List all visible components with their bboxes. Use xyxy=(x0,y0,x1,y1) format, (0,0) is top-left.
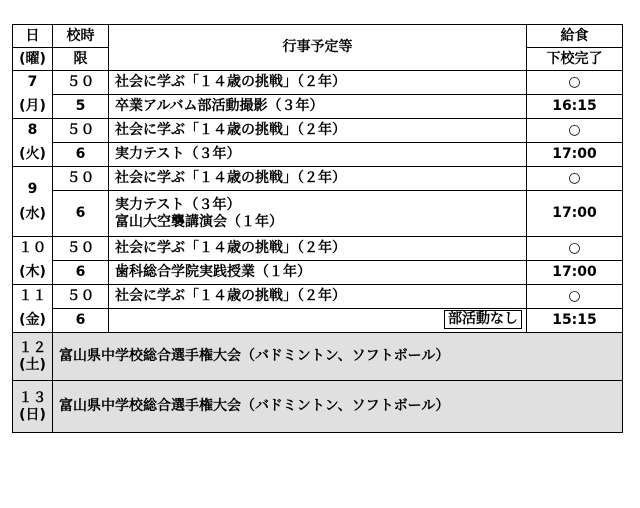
header-row-1 xyxy=(13,25,623,48)
lunch-cell: ○ xyxy=(527,237,623,261)
event-cell: 社会に学ぶ「１４歳の挑戦」（２年） xyxy=(109,71,527,95)
event-cell: 卒業アルバム部活動撮影（３年） xyxy=(109,95,527,119)
event-cell: 社会に学ぶ「１４歳の挑戦」（２年） xyxy=(109,285,527,309)
header-weekday: (曜) xyxy=(13,48,53,71)
period-cell: 5 xyxy=(53,95,109,119)
table-row xyxy=(13,191,623,237)
day-number: １２ xyxy=(18,339,47,356)
day-weekday: (木) xyxy=(13,261,53,285)
day-cell xyxy=(13,381,53,433)
day-weekday: (月) xyxy=(13,95,53,119)
day-number: １０ xyxy=(13,237,53,261)
period-cell: 6 xyxy=(53,261,109,285)
event-line-2: 富山大空襲講演会（１年） xyxy=(115,213,283,230)
period-cell: 6 xyxy=(53,191,109,237)
day-number: 8 xyxy=(13,119,53,143)
table-row xyxy=(13,285,623,309)
dismiss-time-cell: 17:00 xyxy=(527,191,623,237)
table-row xyxy=(13,237,623,261)
event-cell xyxy=(109,309,527,333)
lunch-cell: ○ xyxy=(527,167,623,191)
day-cell xyxy=(13,333,53,381)
dismiss-time-cell: 16:15 xyxy=(527,95,623,119)
day-cell xyxy=(13,167,53,237)
no-club-badge: 部活動なし xyxy=(444,310,522,329)
table-row-weekend xyxy=(13,333,623,381)
period-cell: ５０ xyxy=(53,167,109,191)
event-cell: 社会に学ぶ「１４歳の挑戦」（２年） xyxy=(109,237,527,261)
event-cell: 富山県中学校総合選手権大会（バドミントン、ソフトボール） xyxy=(53,333,623,381)
event-cell: 社会に学ぶ「１４歳の挑戦」（２年） xyxy=(109,167,527,191)
table-row xyxy=(13,95,623,119)
day-weekday: (日) xyxy=(19,406,46,423)
day-number: １３ xyxy=(18,389,47,406)
day-weekday: (金) xyxy=(13,309,53,333)
period-cell: ５０ xyxy=(53,119,109,143)
table-row xyxy=(13,167,623,191)
event-cell: 社会に学ぶ「１４歳の挑戦」（２年） xyxy=(109,119,527,143)
event-cell: 富山県中学校総合選手権大会（バドミントン、ソフトボール） xyxy=(53,381,623,433)
period-cell: ５０ xyxy=(53,285,109,309)
dismiss-time-cell: 15:15 xyxy=(527,309,623,333)
table-row xyxy=(13,143,623,167)
dismiss-time-cell: 17:00 xyxy=(527,143,623,167)
day-number: 7 xyxy=(13,71,53,95)
table-row-weekend xyxy=(13,381,623,433)
event-cell xyxy=(109,191,527,237)
event-line-1: 実力テスト（３年） xyxy=(115,196,241,213)
period-cell: ５０ xyxy=(53,237,109,261)
lunch-cell: ○ xyxy=(527,285,623,309)
header-lunch: 給食 xyxy=(527,25,623,48)
table-row xyxy=(13,71,623,95)
period-cell: 6 xyxy=(53,309,109,333)
header-period: 校時 xyxy=(53,25,109,48)
lunch-cell: ○ xyxy=(527,71,623,95)
table-row xyxy=(13,309,623,333)
event-cell: 実力テスト（３年） xyxy=(109,143,527,167)
period-cell: ５０ xyxy=(53,71,109,95)
header-day: 日 xyxy=(13,25,53,48)
table-row xyxy=(13,261,623,285)
header-dismiss: 下校完了 xyxy=(527,48,623,71)
header-events: 行事予定等 xyxy=(109,25,527,71)
table-row xyxy=(13,119,623,143)
dismiss-time-cell: 17:00 xyxy=(527,261,623,285)
header-limit: 限 xyxy=(53,48,109,71)
period-cell: 6 xyxy=(53,143,109,167)
event-cell: 歯科総合学院実践授業（１年） xyxy=(109,261,527,285)
day-weekday: (水) xyxy=(19,205,46,222)
day-number: 9 xyxy=(27,180,38,197)
day-number: １１ xyxy=(13,285,53,309)
schedule-table xyxy=(12,24,623,433)
lunch-cell: ○ xyxy=(527,119,623,143)
day-weekday: (土) xyxy=(19,356,46,373)
day-weekday: (火) xyxy=(13,143,53,167)
